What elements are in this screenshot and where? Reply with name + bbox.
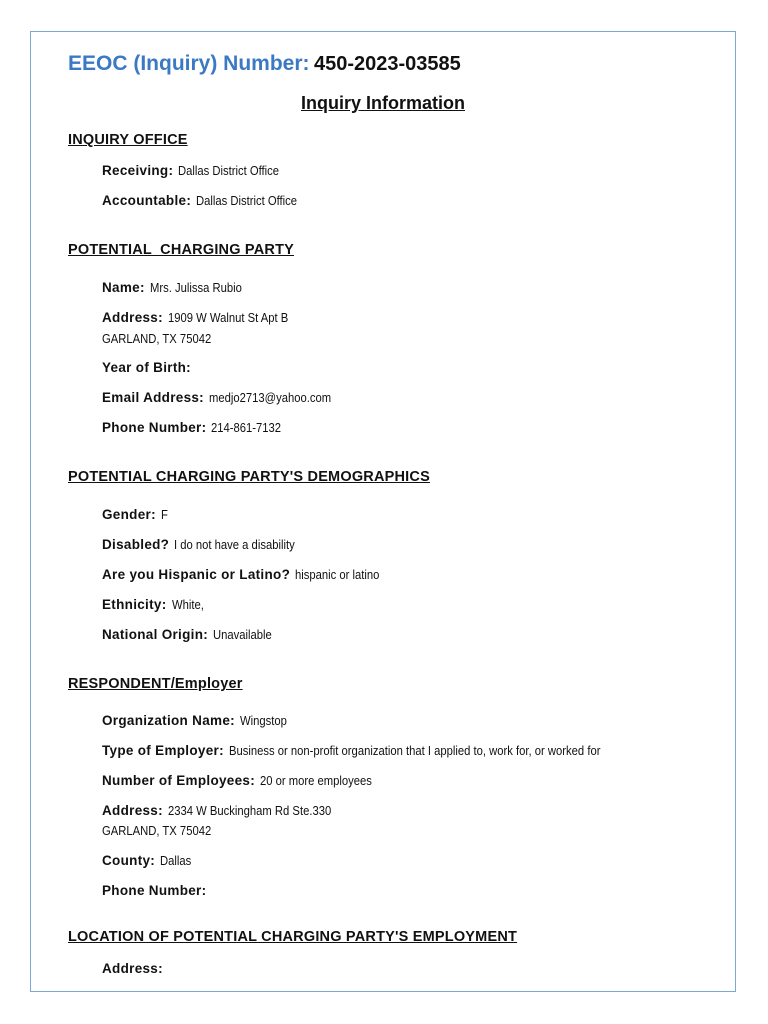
field-value: I do not have a disability [174,538,295,552]
inquiry-number-header [68,52,461,76]
field-label: Email Address: [102,390,204,405]
field-email [102,390,345,405]
field-label: Organization Name: [102,713,235,728]
field-label: Type of Employer: [102,743,224,758]
field-label: Number of Employees: [102,773,256,788]
field-label: Accountable: [102,193,192,208]
field-accountable [102,193,308,208]
field-label: Address: [102,961,163,976]
field-address [102,310,302,325]
field-value: Unavailable [213,628,272,642]
field-hispanic [102,567,389,582]
field-phone [102,420,289,435]
inquiry-number-label: EEOC (Inquiry) Number: [68,52,310,75]
field-location-address [102,961,163,976]
section-charging-party: POTENTIAL CHARGING PARTY [68,242,294,258]
field-label: Are you Hispanic or Latino? [102,567,291,582]
field-label: County: [102,853,156,868]
field-county [102,853,195,868]
section-employment-location: LOCATION OF POTENTIAL CHARGING PARTY'S EMPLOYMENT [68,929,518,945]
field-value: F [160,508,168,522]
field-name [102,280,252,295]
field-national-origin [102,627,278,642]
field-organization-name [102,713,292,728]
field-value: Mrs. Julissa Rubio [149,281,242,295]
page-title: Inquiry Information [301,93,465,113]
field-receiving [102,163,291,178]
field-label: Disabled? [102,537,170,552]
field-employee-count [102,773,384,788]
field-respondent-address [102,803,349,818]
field-value: Wingstop [239,714,287,728]
field-value: White, [171,598,204,612]
field-label: Receiving: [102,163,174,178]
field-value: 214-861-7132 [211,421,282,435]
field-label: Address: [102,310,163,325]
field-year-of-birth [102,360,191,375]
field-label: Ethnicity: [102,597,167,612]
inquiry-number-value: 450-2023-03585 [313,53,461,75]
section-demographics: POTENTIAL CHARGING PARTY'S DEMOGRAPHICS [68,469,430,485]
field-value: Dallas [160,854,192,868]
field-label: Gender: [102,507,156,522]
field-label: Name: [102,280,145,295]
field-value: 1909 W Walnut St Apt B [167,311,289,325]
field-value: 2334 W Buckingham Rd Ste.330 [167,804,332,818]
field-value: Business or non-profit organization that I applied to, work for, or worked for [228,744,601,758]
field-label: Phone Number: [102,883,207,898]
field-label: National Origin: [102,627,209,642]
field-label: Address: [102,803,163,818]
field-value: Dallas District Office [178,164,280,178]
field-disabled [102,537,308,552]
document-page [30,31,736,992]
field-label: Phone Number: [102,420,207,435]
field-value: medjo2713@yahoo.com [208,391,332,405]
field-ethnicity [102,597,207,612]
field-value: 20 or more employees [260,774,372,788]
field-employer-type [102,743,642,758]
field-gender [102,507,169,522]
field-respondent-phone [102,883,206,898]
field-value: Dallas District Office [196,194,298,208]
section-respondent: RESPONDENT/Employer [68,676,243,692]
field-value: hispanic or latino [295,568,380,582]
section-inquiry-office: INQUIRY OFFICE [68,132,188,148]
address-line-2: GARLAND, TX 75042 [102,332,212,346]
field-label: Year of Birth: [102,360,191,375]
respondent-address-line-2: GARLAND, TX 75042 [102,824,212,838]
